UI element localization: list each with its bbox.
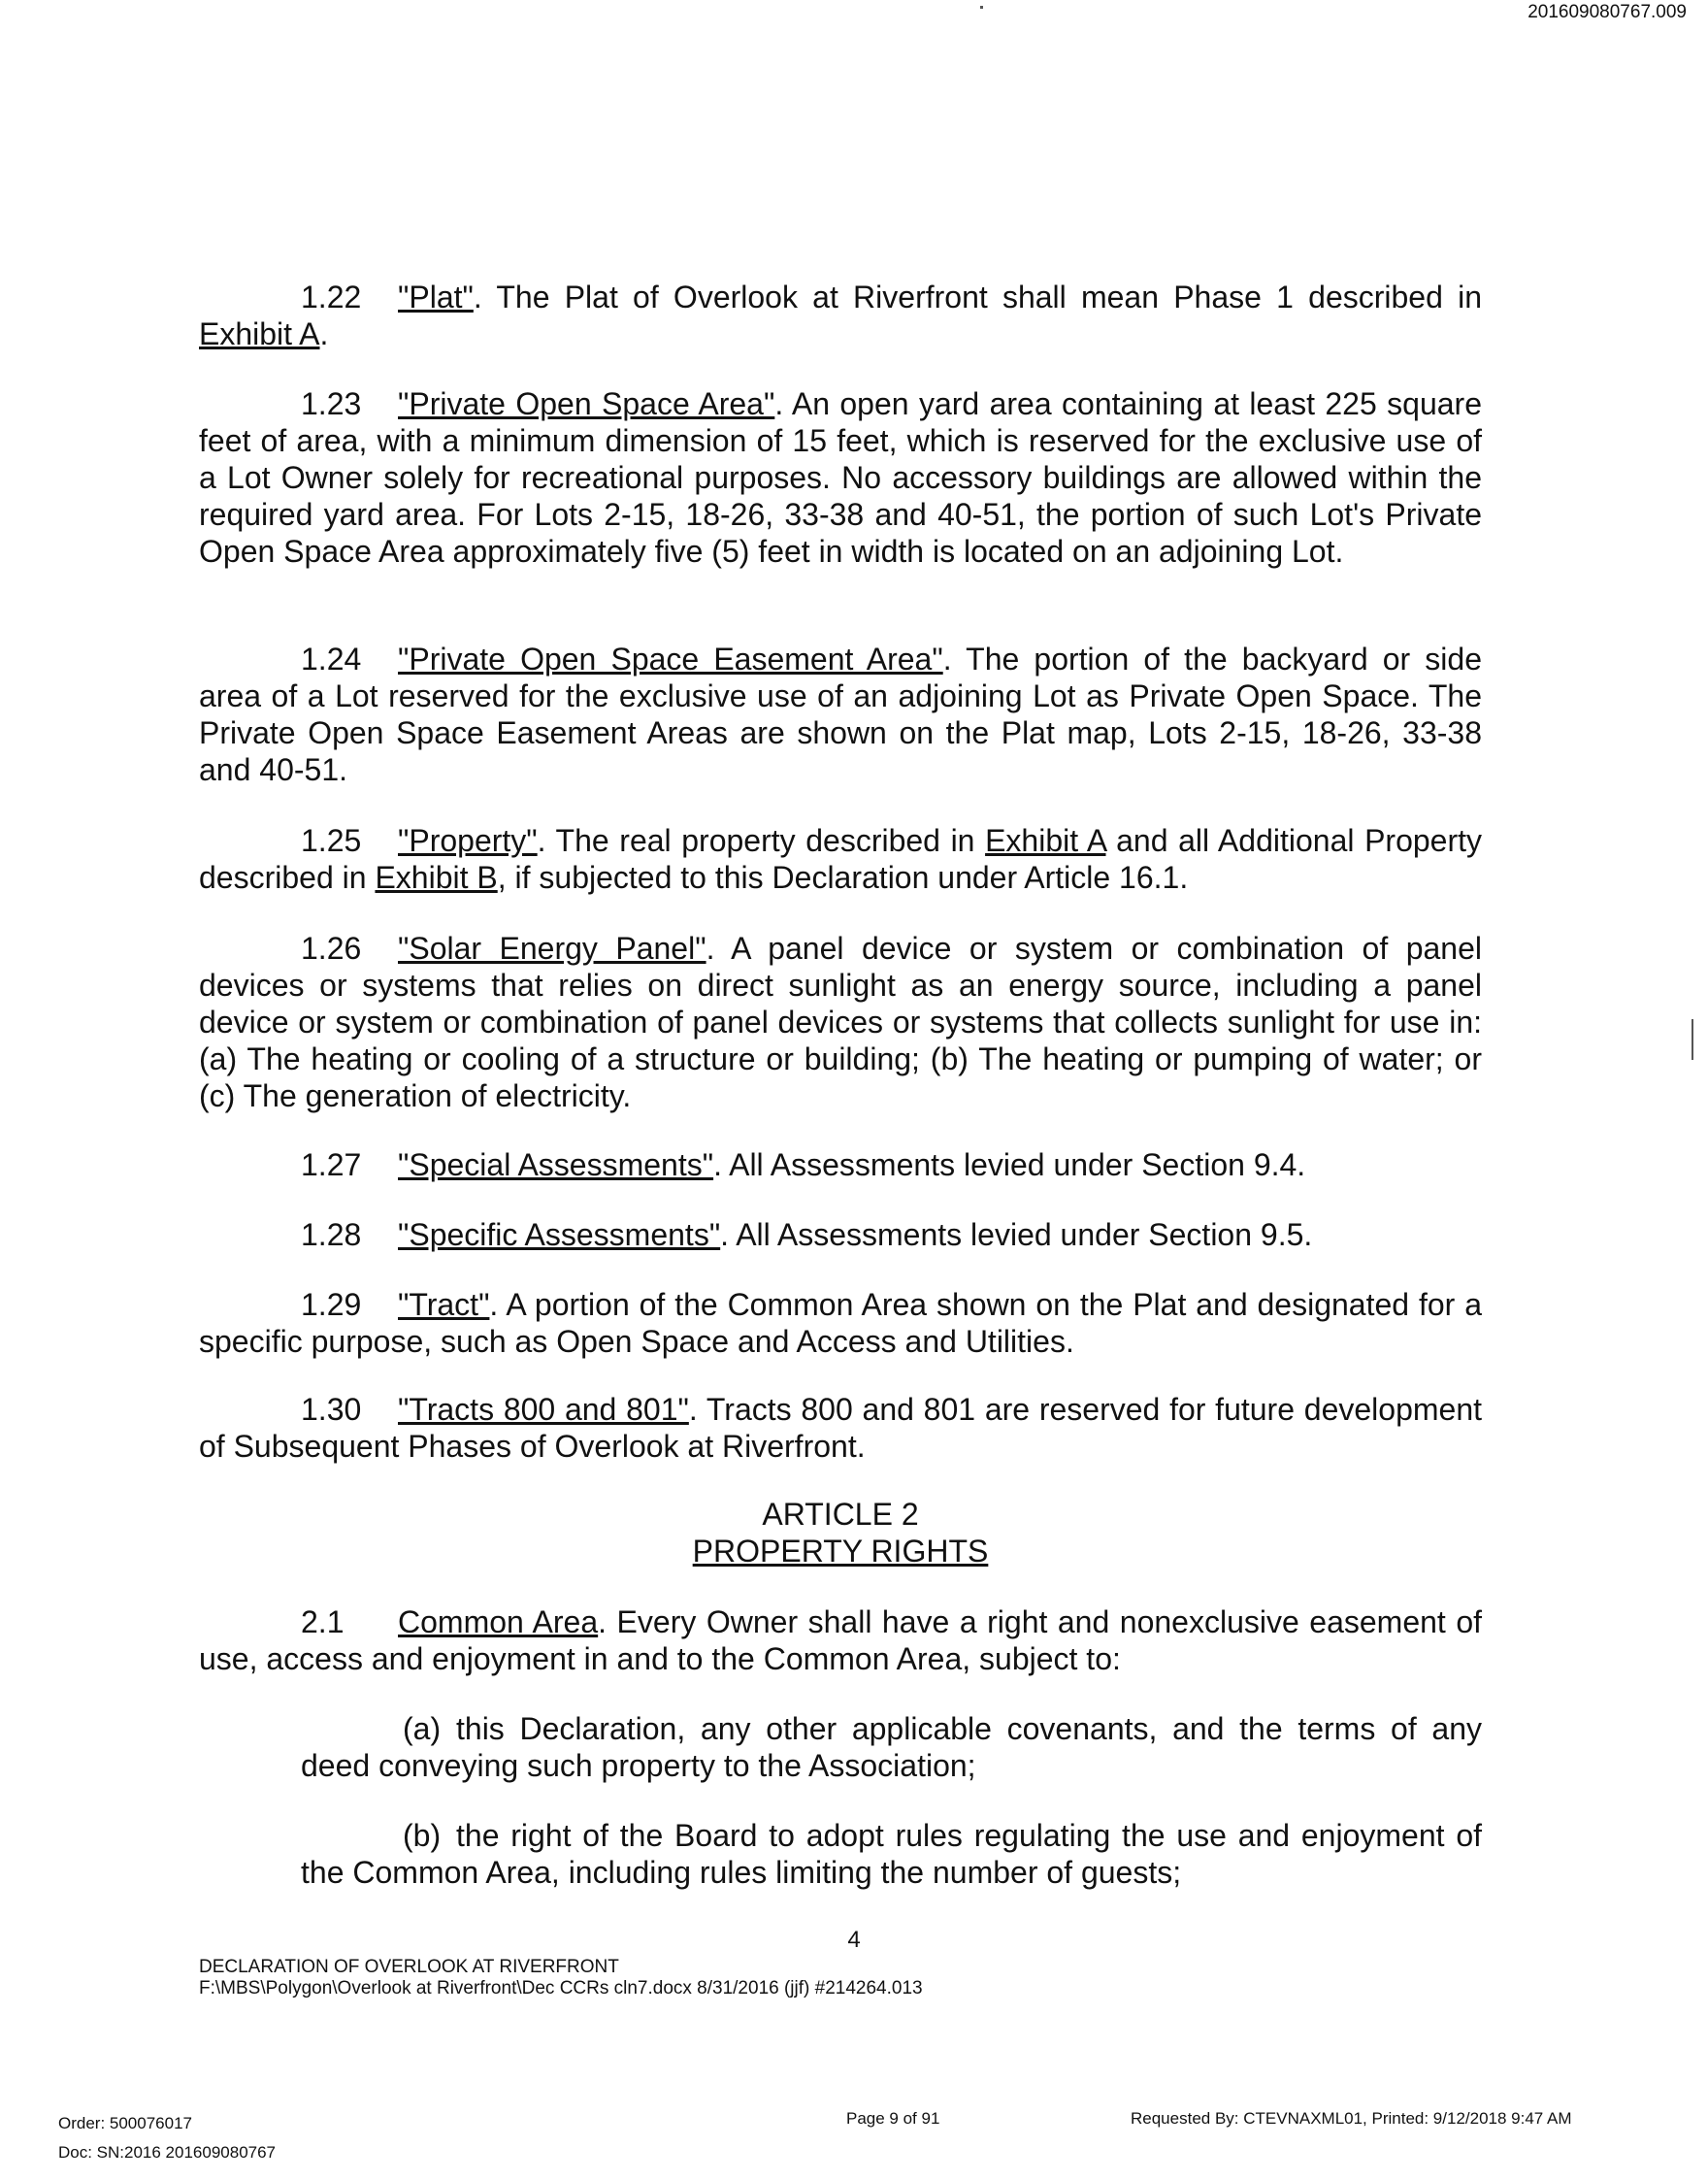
footer-file-path: F:\MBS\Polygon\Overlook at Riverfront\Dec CCRs cln7.docx 8/31/2016 (jjf) #214264.013: [199, 1978, 923, 1998]
section-1-23: [199, 385, 1482, 570]
subsection-b: [301, 1817, 1482, 1891]
section-number: 1.26: [301, 931, 362, 966]
subsection-a: [301, 1710, 1482, 1784]
article-subtitle: PROPERTY RIGHTS: [692, 1534, 989, 1569]
section-text: . All Assessments levied under Section 9.4.: [713, 1147, 1306, 1182]
section-number: 1.23: [301, 386, 362, 421]
section-1-30: [199, 1391, 1482, 1465]
section-number: 1.29: [301, 1287, 362, 1322]
section-text: . The real property described in: [537, 823, 986, 858]
article-heading: [199, 1496, 1482, 1569]
page-indicator: Page 9 of 91: [846, 2109, 940, 2128]
exhibit-reference: Exhibit B: [375, 860, 498, 895]
scan-mark: [1692, 1019, 1693, 1060]
section-text: . A portion of the Common Area shown on the Plat and designated for a specific purpose, such as Open Space and Access and Utilities.: [199, 1287, 1482, 1359]
section-1-24: [199, 641, 1482, 788]
section-1-28: [199, 1216, 1482, 1253]
subsection-text: the right of the Board to adopt rules regulating the use and enjoyment of the Common Area, including rules limiting the number of guests;: [301, 1818, 1482, 1890]
order-number: Order: 500076017: [58, 2114, 192, 2132]
requested-by: Requested By: CTEVNAXML01, Printed: 9/12/2018 9:47 AM: [1131, 2109, 1572, 2128]
section-number: 1.30: [301, 1392, 362, 1427]
subsection-tag: (a): [403, 1711, 442, 1746]
section-text: . The Plat of Overlook at Riverfront shall mean Phase 1 described in: [473, 280, 1482, 314]
section-tail: .: [319, 316, 329, 351]
subsection-text: this Declaration, any other applicable covenants, and the terms of any deed conveying such property to the Association;: [301, 1711, 1482, 1783]
defined-term: "Specific Assessments": [398, 1217, 721, 1252]
section-number: 2.1: [301, 1604, 345, 1639]
section-1-22: [199, 279, 1482, 352]
section-text: , if subjected to this Declaration under Article 16.1.: [497, 860, 1189, 895]
section-number: 1.27: [301, 1147, 362, 1182]
subsection-tag: (b): [403, 1818, 442, 1853]
defined-term: "Private Open Space Area": [398, 386, 775, 421]
recording-number: 201609080767.009: [1527, 2, 1687, 22]
section-1-27: [199, 1146, 1482, 1183]
section-1-29: [199, 1286, 1482, 1360]
section-text: . Every Owner shall have a right and nonexclusive easement of use, access and enjoyment in and to the Common Area, subject to:: [199, 1604, 1483, 1676]
page-number: 4: [847, 1927, 861, 1953]
section-1-25: [199, 822, 1482, 896]
defined-term: "Solar Energy Panel": [398, 931, 706, 966]
doc-number: Doc: SN:2016 201609080767: [58, 2143, 277, 2162]
section-number: 1.24: [301, 642, 362, 677]
defined-term: "Property": [398, 823, 538, 858]
exhibit-reference: Exhibit A: [199, 316, 320, 351]
defined-term: "Tracts 800 and 801": [398, 1392, 689, 1427]
exhibit-reference: Exhibit A: [985, 823, 1106, 858]
section-number: 1.28: [301, 1217, 362, 1252]
section-text: . Tracts 800 and 801 are reserved for future development of Subsequent Phases of Overlook at Riverfront.: [199, 1392, 1482, 1464]
section-2-1: [199, 1603, 1482, 1677]
defined-term: "Plat": [398, 280, 474, 314]
document-footer: [199, 1957, 923, 1999]
section-text: . All Assessments levied under Section 9.5.: [720, 1217, 1313, 1252]
section-number: 1.25: [301, 823, 362, 858]
section-number: 1.22: [301, 280, 362, 314]
defined-term: "Tract": [398, 1287, 490, 1322]
footer-doc-title: DECLARATION OF OVERLOOK AT RIVERFRONT: [199, 1957, 619, 1977]
section-text: . An open yard area containing at least 225 square feet of area, with a minimum dimension of 15 feet, which is reserved for the exclusive use of a Lot Owner solely for recreational purposes. No accessory buildings are allowed within the required yard area. For Lots 2-15, 18-26, 33-38 and 40-51, the portion of such Lot's Private Open Space Area approximately five (5) feet in width is located on an adjoining Lot.: [199, 386, 1482, 569]
section-1-26: [199, 930, 1482, 1114]
section-text: . The portion of the backyard or side area of a Lot reserved for the exclusive use of an adjoining Lot as Private Open Space. The Private Open Space Easement Areas are shown on the Plat map, Lots 2-15, 18-26, 33-38 and 40-51.: [199, 642, 1483, 787]
section-text: and all Additional Property described in: [199, 823, 1483, 895]
defined-term: Common Area: [398, 1604, 599, 1639]
order-footer: [58, 2109, 276, 2167]
defined-term: "Special Assessments": [398, 1147, 714, 1182]
article-title: ARTICLE 2: [762, 1497, 919, 1532]
scan-mark: [980, 6, 983, 9]
section-text: . A panel device or system or combination of panel devices or systems that relies on direct sunlight as an energy source, including a panel device or system or combination of panel devices or systems that collects sunlight for use in: (a) The heating or cooling of a structure or building; (b) The heating or pumping of water; or (c) The generation of electricity.: [199, 931, 1483, 1113]
defined-term: "Private Open Space Easement Area": [398, 642, 943, 677]
